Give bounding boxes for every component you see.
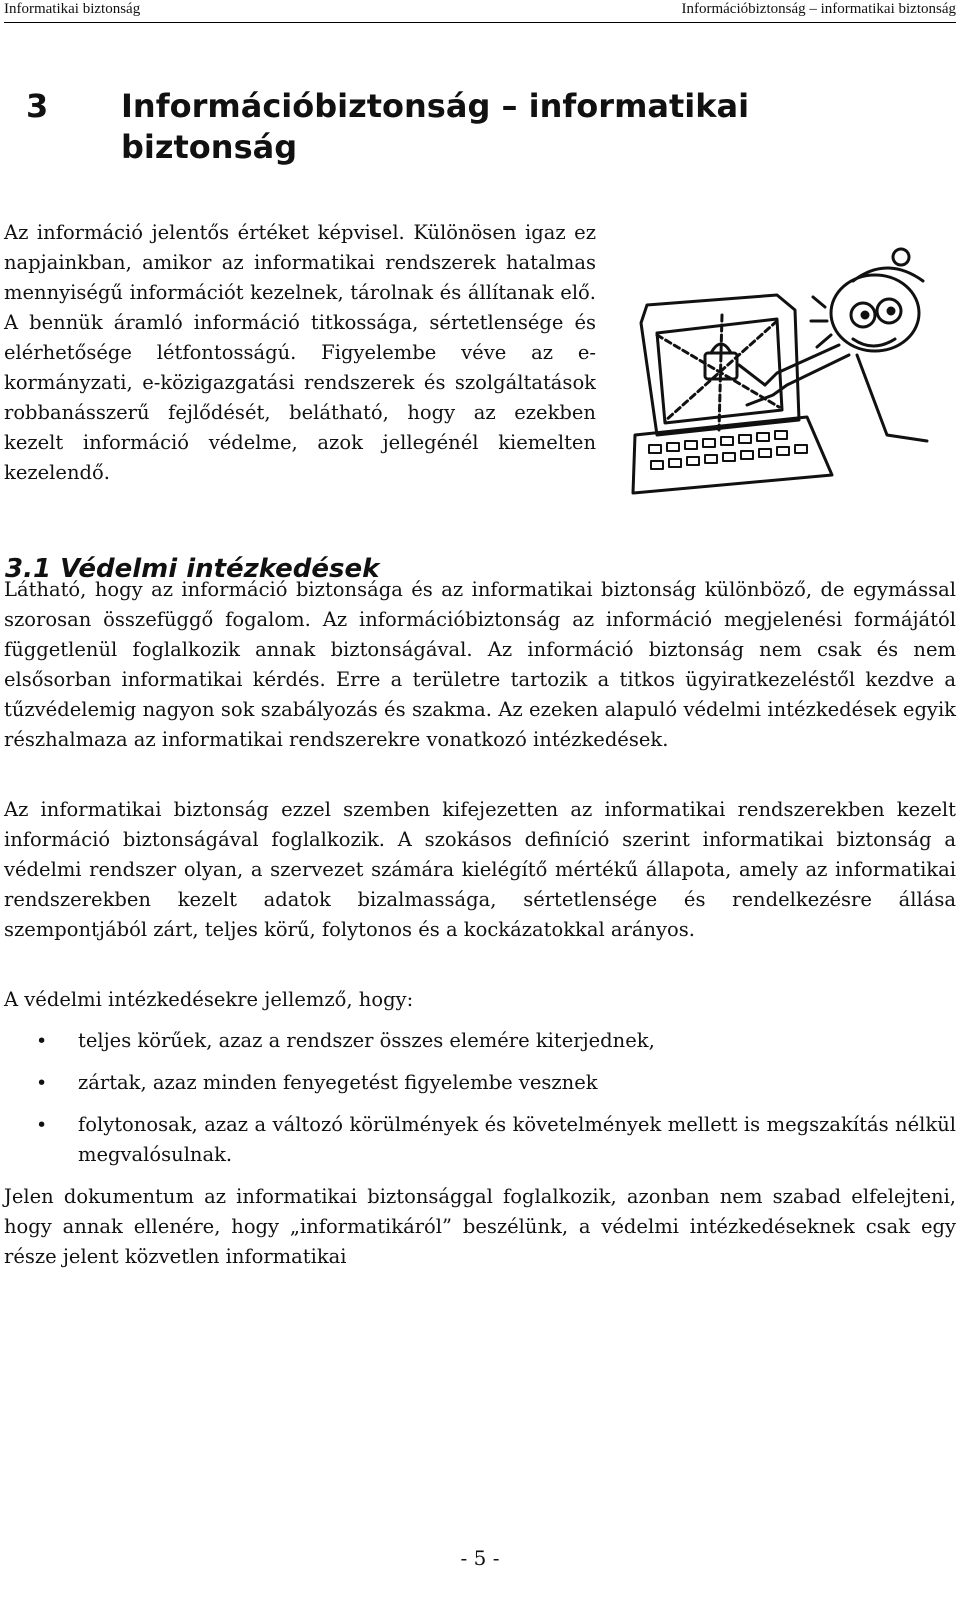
- section-paragraph-1: Látható, hogy az információ biztonsága és az informatikai biztonság különböző, de egymással szorosan összefüggő fogalom. Az információbiztonság az információ megjelenési formájától függetlenül foglalkozik annak biztonságával. Az információ biztonság nem csak és nem elsősorban informatikai kérdés. Erre a területre tartozik a titkos ügyiratkezeléstől kezdve a tűzvédelemig nagyon sok szabályozás és szakma. Az ezeken alapuló védelmi intézkedések egyik részhalmaza az informatikai rendszerekre vonatkozó intézkedések.: [4, 578, 956, 751]
- intro-paragraph: Az információ jelentős értéket képvisel. Különösen igaz ez napjainkban, amikor az informatikai rendszerek hatalmas mennyiségű információt kezelnek, tárolnak és állítanak elő. A bennük áramló információ titkossága, sértetlensége és elérhetősége létfontosságú. Figyelembe véve az e-kormányzati, e-közigazgatási rendszerek és szolgáltatások robbanásszerű fejlődését, belátható, hogy az ezekben kezelt információ védelme, azok jellegénél kiemelten kezelendő.: [4, 221, 596, 484]
- list-item: [0, 1068, 956, 1098]
- chapter-number: 3: [26, 87, 49, 125]
- closing-paragraph: Jelen dokumentum az informatikai biztonsággal foglalkozik, azonban nem szabad elfelejteni, hogy annak ellenére, hogy „informatikáról” beszélünk, a védelmi intézkedéseknek csak egy része jelent közvetlen informatikai: [4, 1185, 956, 1268]
- header-right: Információbiztonság – informatikai biztonság: [681, 1, 956, 17]
- page-number: - 5 -: [460, 1546, 500, 1570]
- running-header: [4, 0, 956, 23]
- section-paragraph-2: Az informatikai biztonság ezzel szemben kifejezetten az informatikai rendszerekben kezelt információ biztonságával foglalkozik. A szokásos definíció szerint informatikai biztonság a védelmi rendszer olyan, a szervezet számára kielégítő mértékű állapota, amely az informatikai rendszerekben kezelt adatok bizalmassága, sértetlensége és rendelkezésre állása szempontjából zárt, teljes körű, folytonos és a kockázatokkal arányos.: [4, 798, 956, 941]
- computer-hacker-cartoon-icon: [627, 235, 959, 505]
- header-left: Informatikai biztonság: [4, 1, 141, 17]
- chapter-title: Információbiztonság – informatikai biztonság: [121, 87, 750, 166]
- list-item-text: folytonosak, azaz a változó körülmények és követelmények mellett is megszakítás nélkül megvalósulnak.: [78, 1113, 956, 1166]
- bullet-icon: •: [36, 1114, 48, 1136]
- section-paragraph-3: A védelmi intézkedésekre jellemző, hogy:: [4, 988, 414, 1011]
- section-heading: 3.1 Védelmi intézkedések: [5, 554, 380, 584]
- list-item-text: teljes körűek, azaz a rendszer összes elemére kiterjednek,: [78, 1029, 655, 1052]
- bullet-icon: •: [36, 1030, 48, 1052]
- chapter-heading: [26, 86, 906, 168]
- measures-bullet-list: [0, 1026, 956, 1182]
- list-item-text: zártak, azaz minden fenyegetést figyelembe vesznek: [78, 1071, 598, 1094]
- bullet-icon: •: [36, 1072, 48, 1094]
- list-item: [0, 1026, 956, 1056]
- list-item: [0, 1110, 956, 1170]
